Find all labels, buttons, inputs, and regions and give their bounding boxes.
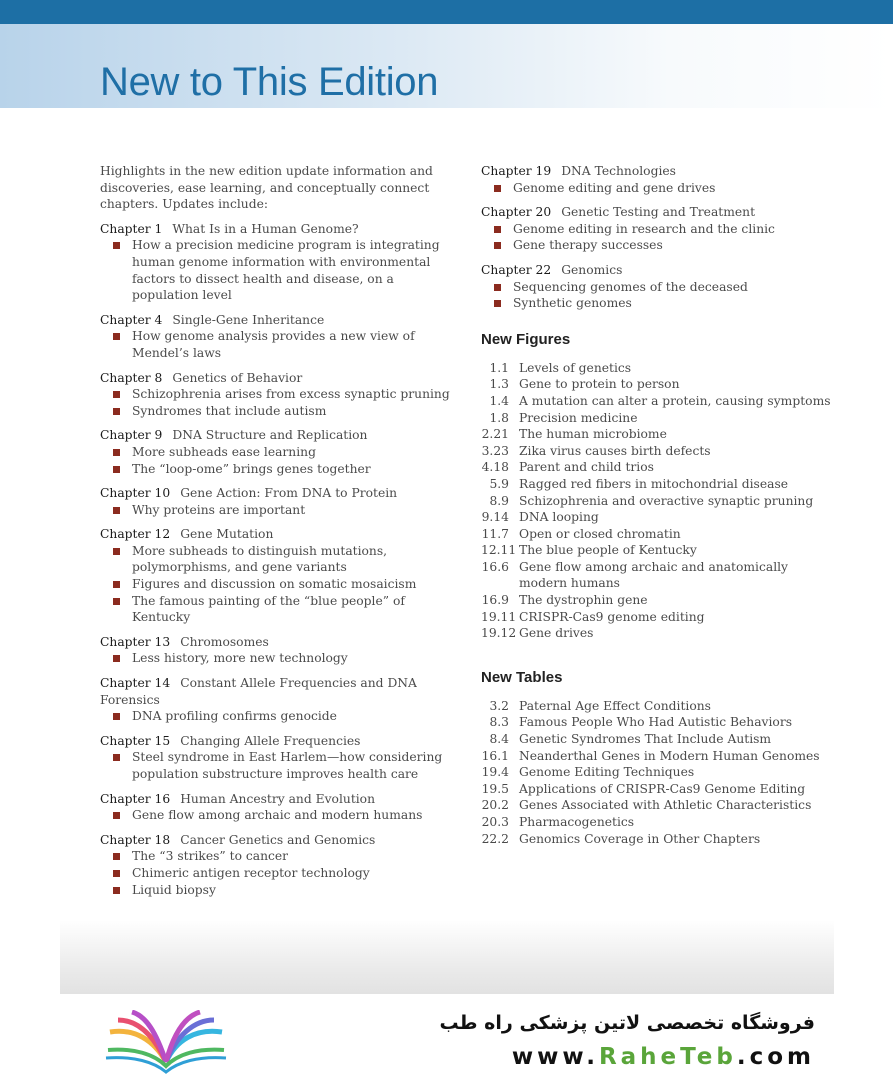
chapter-highlights — [100, 708, 452, 725]
footer-band — [60, 920, 834, 994]
chapter-number: Chapter 9 — [100, 428, 163, 443]
intro-paragraph: Highlights in the new edition update information and discoveries, ease learning, and conceptually connect chapters. Updates include: — [100, 164, 433, 212]
chapter-block — [481, 262, 831, 312]
new-tables-list — [481, 698, 831, 847]
table-entry — [481, 748, 831, 765]
chapter-block — [100, 370, 452, 420]
chapter-title: Genetics of Behavior — [172, 370, 303, 385]
chapter-title: Single-Gene Inheritance — [172, 312, 325, 327]
table-entry-title: Genetic Syndromes That Include Autism — [519, 732, 772, 747]
chapter-number: Chapter 20 — [481, 205, 552, 220]
figure-entry-number: 1.1 — [489, 360, 509, 375]
highlight-item: Sequencing genomes of the deceased — [481, 279, 831, 296]
figure-entry-number: 1.3 — [489, 377, 509, 392]
highlight-item: The famous painting of the “blue people” of Kentucky — [100, 593, 452, 626]
figure-entry-title: The dystrophin gene — [519, 593, 648, 608]
new-figures-list — [481, 360, 831, 642]
chapter-highlights — [100, 650, 452, 667]
chapter-heading — [100, 427, 452, 444]
page-title: New to This Edition — [100, 60, 439, 104]
figure-entry-title: Parent and child trios — [519, 460, 654, 475]
figure-entry — [481, 410, 831, 427]
table-entry — [481, 781, 831, 798]
figure-entry-title: Ragged red fibers in mitochondrial disease — [519, 476, 789, 491]
figure-entry-number: 2.21 — [481, 427, 509, 442]
figure-entry-number: 11.7 — [481, 526, 509, 541]
highlight-item: Liquid biopsy — [100, 882, 452, 899]
figure-entry-title: A mutation can alter a protein, causing symptoms — [519, 393, 831, 408]
table-entry-title: Pharmacogenetics — [519, 815, 635, 829]
chapter-heading — [100, 832, 452, 849]
chapter-title: What Is in a Human Genome? — [172, 221, 359, 236]
chapter-block — [100, 485, 452, 518]
highlight-item: Syndromes that include autism — [100, 403, 452, 420]
chapter-number: Chapter 18 — [100, 832, 171, 847]
figure-entry-number: 4.18 — [481, 460, 509, 475]
chapter-highlights — [481, 180, 831, 197]
figure-entry-number: 3.23 — [481, 443, 509, 458]
highlight-item: How genome analysis provides a new view of Mendel’s laws — [100, 328, 452, 361]
highlight-item: Steel syndrome in East Harlem—how considering population substructure improves health care — [100, 749, 452, 782]
table-entry-number: 19.4 — [481, 765, 509, 780]
table-entry-number: 8.3 — [489, 715, 509, 730]
chapter-heading — [100, 370, 452, 387]
figure-entry-title: Open or closed chromatin — [519, 526, 681, 541]
chapter-number: Chapter 14 — [100, 676, 171, 691]
chapter-number: Chapter 15 — [100, 733, 171, 748]
chapter-heading — [481, 163, 831, 180]
table-entry — [481, 831, 831, 848]
highlight-item: Genome editing in research and the clinic — [481, 221, 831, 238]
chapter-highlights — [100, 237, 452, 303]
figure-entry — [481, 360, 831, 377]
chapter-block — [100, 733, 452, 783]
top-color-bar — [0, 0, 893, 24]
chapter-block — [100, 675, 452, 725]
figure-entry-number: 9.14 — [481, 510, 509, 525]
chapter-block — [100, 526, 452, 626]
highlight-item: More subheads to distinguish mutations, polymorphisms, and gene variants — [100, 543, 452, 576]
figure-entry-number: 19.12 — [481, 626, 517, 641]
highlight-item: More subheads ease learning — [100, 444, 452, 461]
chapter-number: Chapter 12 — [100, 527, 171, 542]
chapter-number: Chapter 16 — [100, 791, 171, 806]
figure-entry — [481, 625, 831, 642]
chapter-title: Human Ancestry and Evolution — [180, 791, 376, 806]
highlight-item: Why proteins are important — [100, 502, 452, 519]
chapter-block — [481, 163, 831, 196]
table-entry — [481, 698, 831, 715]
left-column — [100, 163, 452, 906]
figure-entry — [481, 559, 831, 592]
chapter-highlights — [481, 279, 831, 312]
highlight-item: Gene therapy successes — [481, 237, 831, 254]
figure-entry — [481, 426, 831, 443]
url-brand-b: Teb — [680, 1044, 737, 1070]
url-prefix: www. — [511, 1044, 599, 1070]
figure-entry-number: 1.4 — [489, 393, 509, 408]
chapter-number: Chapter 8 — [100, 370, 163, 385]
figure-entry-title: Gene flow among archaic and anatomically modern humans — [519, 559, 789, 591]
figure-entry — [481, 493, 831, 510]
chapter-title: Constant Allele Frequencies and DNA Forensics — [100, 676, 417, 707]
chapter-heading — [481, 262, 831, 279]
figure-entry — [481, 443, 831, 460]
chapter-highlights — [100, 807, 452, 824]
chapter-block — [100, 221, 452, 304]
table-entry-title: Genes Associated with Athletic Characteristics — [519, 798, 812, 813]
chapter-heading — [100, 733, 452, 750]
chapter-title: Gene Mutation — [180, 527, 274, 542]
table-entry — [481, 814, 831, 831]
table-entry-title: Paternal Age Effect Conditions — [519, 698, 711, 713]
chapter-heading — [100, 791, 452, 808]
highlight-item: Figures and discussion on somatic mosaicism — [100, 576, 452, 593]
open-book-logo-icon — [104, 1010, 228, 1074]
chapter-heading — [100, 485, 452, 502]
new-tables-heading: New Tables — [481, 668, 563, 686]
chapter-title: Gene Action: From DNA to Protein — [180, 486, 398, 501]
table-entry — [481, 714, 831, 731]
figure-entry-title: CRISPR-Cas9 genome editing — [519, 609, 705, 624]
figure-entry-title: Gene to protein to person — [519, 377, 680, 392]
figure-entry-number: 5.9 — [489, 476, 509, 491]
highlight-item: Chimeric antigen receptor technology — [100, 865, 452, 882]
highlight-item: Genome editing and gene drives — [481, 180, 831, 197]
table-entry — [481, 764, 831, 781]
chapter-number: Chapter 10 — [100, 486, 171, 501]
table-entry — [481, 731, 831, 748]
figure-entry — [481, 526, 831, 543]
chapter-number: Chapter 22 — [481, 262, 552, 277]
chapter-block — [100, 312, 452, 362]
figure-entry-title: Levels of genetics — [519, 360, 632, 375]
store-url[interactable] — [512, 1044, 815, 1070]
figure-entry — [481, 476, 831, 493]
chapter-highlights — [100, 386, 452, 419]
chapter-title: Genetic Testing and Treatment — [561, 205, 756, 220]
figure-entry — [481, 542, 831, 559]
table-entry — [481, 797, 831, 814]
table-entry-title: Genome Editing Techniques — [519, 765, 695, 780]
chapter-heading — [100, 221, 452, 238]
right-column — [481, 163, 831, 847]
figure-entry — [481, 592, 831, 609]
figure-entry-title: The human microbiome — [519, 427, 667, 442]
figure-entry — [481, 509, 831, 526]
highlight-item: Less history, more new technology — [100, 650, 452, 667]
figure-entry-title: The blue people of Kentucky — [519, 543, 697, 558]
chapter-block — [100, 634, 452, 667]
figure-entry-title: Schizophrenia and overactive synaptic pruning — [519, 493, 814, 508]
chapter-heading — [100, 312, 452, 329]
url-suffix: .com — [736, 1044, 815, 1070]
chapter-highlights — [100, 749, 452, 782]
table-entry-number: 16.1 — [481, 748, 509, 763]
figure-entry — [481, 459, 831, 476]
table-entry-number: 22.2 — [481, 831, 509, 846]
chapter-block — [481, 204, 831, 254]
table-entry-number: 19.5 — [481, 781, 509, 796]
figure-entry-number: 19.11 — [481, 609, 517, 624]
figure-entry — [481, 393, 831, 410]
right-chapter-list — [481, 163, 831, 312]
highlight-item: Schizophrenia arises from excess synaptic pruning — [100, 386, 452, 403]
table-entry-title: Neanderthal Genes in Modern Human Genomes — [519, 748, 820, 763]
figure-entry-title: Zika virus causes birth defects — [519, 443, 711, 458]
chapter-highlights — [100, 502, 452, 519]
figure-entry-title: Gene drives — [519, 626, 594, 641]
table-entry-title: Famous People Who Had Autistic Behaviors — [519, 715, 793, 730]
chapter-highlights — [100, 328, 452, 361]
table-entry-number: 8.4 — [489, 732, 509, 747]
chapter-highlights — [100, 543, 452, 626]
chapter-heading — [481, 204, 831, 221]
chapter-number: Chapter 13 — [100, 634, 171, 649]
left-chapter-list — [100, 221, 452, 898]
figure-entry-number: 8.9 — [489, 493, 509, 508]
figure-entry — [481, 609, 831, 626]
figure-entry-title: Precision medicine — [519, 410, 638, 425]
chapter-title: Changing Allele Frequencies — [180, 733, 361, 748]
highlight-item: The “3 strikes” to cancer — [100, 848, 452, 865]
chapter-heading — [100, 634, 452, 651]
chapter-title: Genomics — [561, 262, 623, 277]
table-entry-number: 20.3 — [481, 815, 509, 829]
chapter-title: DNA Structure and Replication — [172, 428, 368, 443]
figure-entry-number: 16.6 — [481, 559, 509, 574]
figure-entry-title: DNA looping — [519, 510, 599, 525]
table-entry-number: 3.2 — [489, 698, 509, 713]
store-name: فروشگاه تخصصی لاتین پزشکی راه طب — [439, 1012, 815, 1034]
chapter-block — [100, 427, 452, 477]
figure-entry — [481, 376, 831, 393]
chapter-highlights — [100, 444, 452, 477]
chapter-highlights — [100, 848, 452, 898]
chapter-block — [100, 832, 452, 898]
highlight-item: Synthetic genomes — [481, 295, 831, 312]
highlight-item: DNA profiling confirms genocide — [100, 708, 452, 725]
highlight-item: Gene flow among archaic and modern humans — [100, 807, 452, 824]
chapter-number: Chapter 19 — [481, 164, 552, 178]
table-entry-number: 20.2 — [481, 798, 509, 813]
highlight-item: The “loop-ome” brings genes together — [100, 461, 452, 478]
chapter-heading — [100, 526, 452, 543]
chapter-title: DNA Technologies — [561, 164, 676, 178]
figure-entry-number: 16.9 — [481, 593, 509, 608]
url-brand-a: Rahe — [598, 1044, 681, 1070]
chapter-title: Cancer Genetics and Genomics — [180, 832, 376, 847]
figure-entry-number: 12.11 — [481, 543, 517, 558]
figure-entry-number: 1.8 — [489, 410, 509, 425]
table-entry-title: Applications of CRISPR-Cas9 Genome Editing — [519, 781, 806, 796]
chapter-title: Chromosomes — [180, 634, 269, 649]
chapter-heading — [100, 675, 452, 708]
chapter-block — [100, 791, 452, 824]
chapter-highlights — [481, 221, 831, 254]
new-figures-heading: New Figures — [481, 330, 571, 348]
chapter-number: Chapter 1 — [100, 221, 163, 236]
chapter-number: Chapter 4 — [100, 312, 163, 327]
table-entry-title: Genomics Coverage in Other Chapters — [519, 831, 761, 846]
highlight-item: How a precision medicine program is integrating human genome information with environmental factors to dissect health and disease, on a population level — [100, 237, 452, 303]
